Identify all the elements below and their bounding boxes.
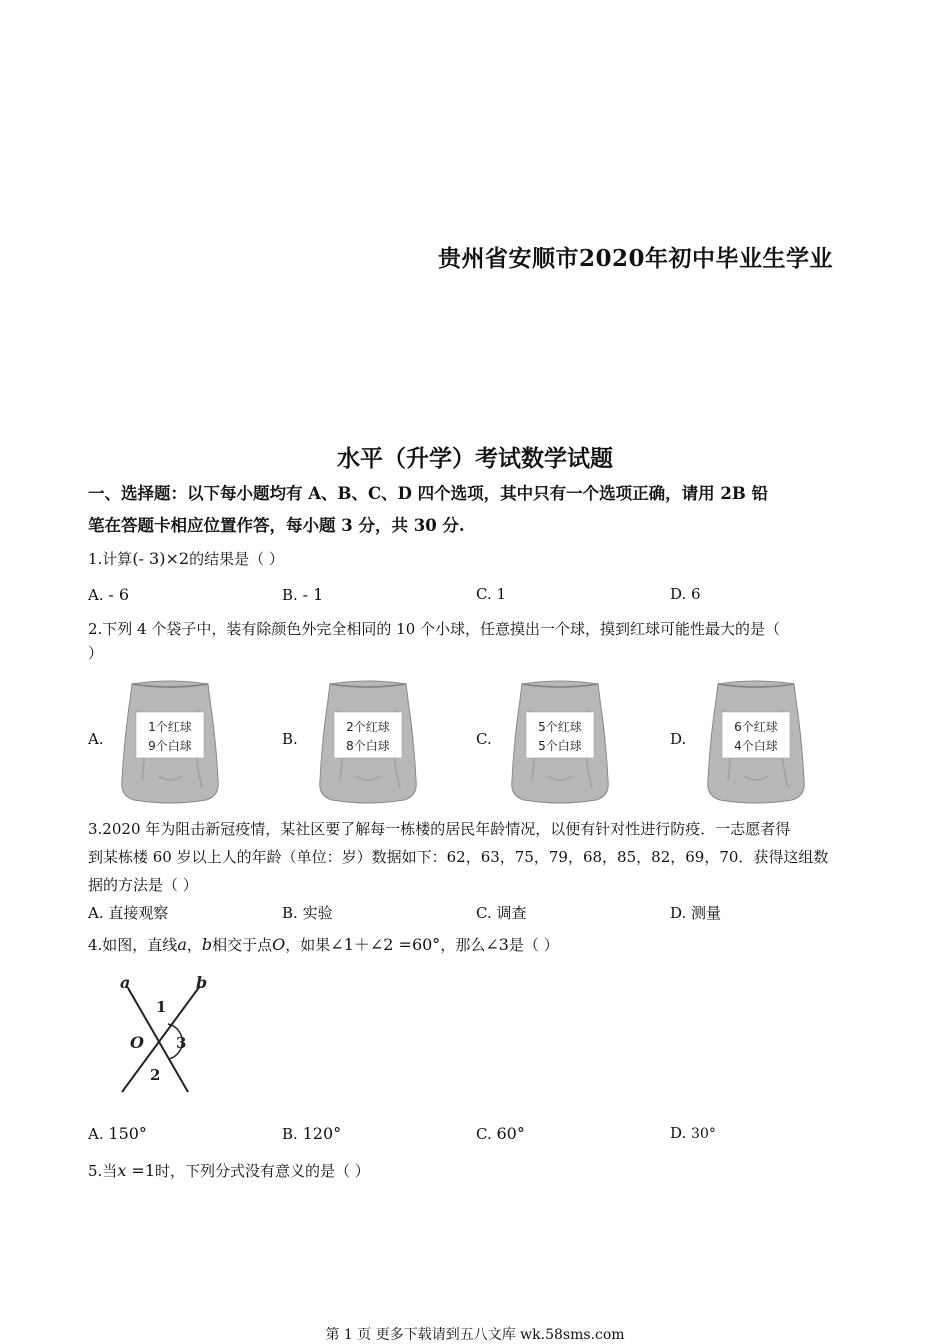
bag-c-white: 5个白球	[538, 739, 582, 753]
section-instruction-line-2: 笔在答题卡相应位置作答，每小题 3 分，共 30 分.	[88, 516, 465, 535]
q2-option-d-label[interactable]: D.	[670, 730, 687, 748]
q4-option-b[interactable]: B. 120°	[282, 1124, 342, 1143]
question-2-line-2: ）	[88, 644, 104, 662]
q2-option-a-label[interactable]: A.	[88, 730, 104, 748]
q4-angle-2-label: 2	[150, 1066, 161, 1084]
q4-line-a-label: a	[120, 973, 131, 992]
page-footer: 第 1 页 更多下载请到五八文库 wk.58sms.com	[325, 1327, 625, 1343]
bag-d-white: 4个白球	[734, 739, 778, 753]
q1-prefix: 1.计算	[88, 550, 133, 568]
q4-option-c[interactable]: C. 60°	[476, 1124, 525, 1143]
q2-option-c-label[interactable]: C.	[476, 730, 492, 748]
bag-d-image	[704, 680, 808, 808]
title-line-2: 水平（升学）考试数学试题	[337, 445, 613, 472]
bag-b-white: 8个白球	[346, 739, 390, 753]
bag-c-image	[508, 680, 612, 808]
bag-c-red: 5个红球	[538, 720, 582, 734]
question-5: 5.当x =1时，下列分式没有意义的是（ ）	[88, 1161, 370, 1180]
section-instruction-line-1: 一、选择题：以下每小题均有 A、B、C、D 四个选项，其中只有一个选项正确，请用 2B 铅	[88, 484, 769, 503]
bag-b-image	[316, 680, 420, 808]
q1-option-d[interactable]: D. 6	[670, 585, 701, 603]
q1-option-a[interactable]: A. - 6	[88, 585, 130, 604]
q4-figure	[112, 970, 222, 1104]
question-3-line-3: 据的方法是（ ）	[88, 876, 198, 894]
q4-line-b-label: b	[196, 973, 208, 992]
q4-angle-1-label: 1	[156, 998, 167, 1016]
q3-option-c[interactable]: C. 调查	[476, 904, 527, 922]
q3-option-d[interactable]: D. 测量	[670, 904, 722, 922]
question-1	[88, 548, 284, 569]
title-line-1: 贵州省安顺市2020年初中毕业生学业	[438, 245, 834, 272]
bag-a-white: 9个白球	[148, 739, 192, 753]
q1-suffix: 的结果是（ ）	[189, 550, 284, 568]
bag-b-red: 2个红球	[346, 720, 390, 734]
q3-option-b[interactable]: B. 实验	[282, 904, 333, 922]
q1-option-c[interactable]: C. 1	[476, 585, 507, 603]
q4-point-o-label: O	[130, 1033, 144, 1052]
q1-option-b[interactable]: B. - 1	[282, 585, 324, 604]
question-4: 4.如图，直线a，b相交于点O，如果∠1＋∠2 =60°，那么∠3是（ ）	[88, 935, 559, 954]
q4-option-a[interactable]: A. 150°	[88, 1124, 147, 1143]
bag-d-red: 6个红球	[734, 720, 778, 734]
bag-a-image	[118, 680, 222, 808]
q1-expression: (- 3)×2	[132, 549, 190, 568]
q2-option-b-label[interactable]: B.	[282, 730, 298, 748]
q4-angle-3-label: 3	[176, 1034, 187, 1052]
question-2-line-1: 2.下列 4 个袋子中，装有除颜色外完全相同的 10 个小球，任意摸出一个球，摸到红球可能性最大的是（	[88, 620, 781, 638]
q3-option-a[interactable]: A. 直接观察	[88, 904, 169, 922]
bag-a-red: 1个红球	[148, 720, 192, 734]
question-3-line-1: 3.2020 年为阻击新冠疫情，某社区要了解每一栋楼的居民年龄情况，以便有针对性进行防疫．一志愿者得	[88, 820, 791, 838]
q4-option-d[interactable]: D. 30°	[670, 1124, 716, 1142]
question-3-line-2: 到某栋楼 60 岁以上人的年龄（单位：岁）数据如下：62，63，75，79，68，85，82，69，70．获得这组数	[88, 848, 829, 866]
